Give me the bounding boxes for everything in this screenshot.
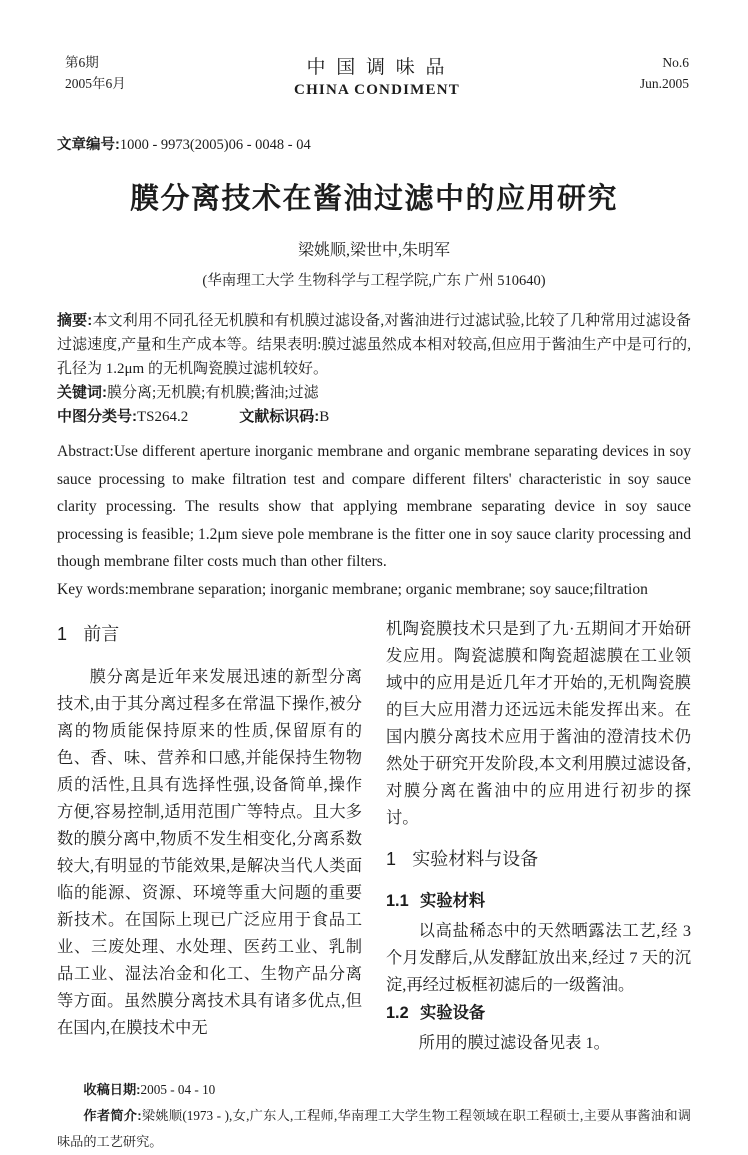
doc-code-value: B bbox=[319, 409, 330, 425]
section-title: 实验材料与设备 bbox=[412, 849, 539, 869]
issue-date-en: Jun.2005 bbox=[639, 76, 689, 91]
keywords-cn-text: 膜分离;无机膜;有机膜;酱油;过滤 bbox=[107, 385, 319, 401]
keywords-cn bbox=[57, 381, 691, 405]
issue-date-cn: 2005年6月 bbox=[65, 76, 126, 91]
section-heading-intro bbox=[57, 621, 362, 648]
abstract-en-block bbox=[57, 438, 691, 603]
abstract-en: Abstract:Use different aperture inorganic membrane and organic membrane separating devices in soy sauce processing to make filtration test and compare different filters' characteristic in soy sauce clarity processing. The results show that applying membrane separating device in soy sauce processing is feasible; 1.2μm sieve pole membrane is the fitter one in soy sauce clarity processing and though membrane filter costs much than other filters. bbox=[57, 443, 691, 570]
header-issue-block bbox=[57, 52, 294, 94]
abstract-cn-text: 本文利用不同孔径无机膜和有机膜过滤设备,对酱油进行过滤试验,比较了几种常用过滤设备过滤速度,产量和生产成本等。结果表明:膜过滤虽然成本相对较高,但应用于酱油生产中是可行的,孔径为 1.2μm 的无机陶瓷膜过滤机较好。 bbox=[57, 313, 691, 377]
classification-line bbox=[57, 405, 691, 429]
received-date-line bbox=[57, 1077, 691, 1103]
keywords-cn-label: 关键词: bbox=[57, 384, 107, 401]
issue-number-en: No.6 bbox=[662, 55, 689, 70]
right-column bbox=[386, 615, 691, 1056]
subsection-number: 1.1 bbox=[386, 892, 409, 910]
author-bio-label: 作者简介: bbox=[83, 1108, 142, 1123]
issue-number-cn: 第6期 bbox=[65, 55, 99, 70]
article-title: 膜分离技术在酱油过滤中的应用研究 bbox=[129, 183, 618, 215]
author-bio-line bbox=[57, 1103, 691, 1155]
section-title: 前言 bbox=[83, 624, 120, 644]
footnote-block bbox=[57, 1077, 691, 1155]
received-date-label: 收稿日期: bbox=[83, 1082, 141, 1097]
materials-paragraph: 以高盐稀态中的天然晒露法工艺,经 3 个月发酵后,从发酵缸放出来,经过 7 天的沉淀,再经过板框初滤后的一级酱油。 bbox=[386, 921, 691, 994]
intro-paragraph: 膜分离是近年来发展迅速的新型分离技术,由于其分离过程多在常温下操作,被分离的物质能保持原来的性质,保留原有的色、香、味、营养和口感,并能保持生物物质的活性,且具有选择性强,设备简单,操作方便,容易控制,适用范围广等特点。且大多数的膜分离中,物质不发生相变化,分离系数较大,有明显的节能效果,是解决当代人类面临的能源、资源、环境等重大问题的重要新技术。在国际上现已广泛应用于食品工业、三废处理、水处理、医药工业、乳制品工业、湿法冶金和化工、生物产品分离等方面。虽然膜分离技术具有诸多优点,但在国内,在膜技术中无 bbox=[57, 667, 362, 1037]
section-number: 1 bbox=[386, 849, 397, 869]
clc-label: 中图分类号: bbox=[57, 408, 137, 425]
intro-paragraph-continued: 机陶瓷膜技术只是到了九·五期间才开始研发应用。陶瓷滤膜和陶瓷超滤膜在工业领域中的应用是近几年才开始的,无机陶瓷膜的巨大应用潜力还远远未能发挥出来。在国内膜分离技术应用于酱油的澄清技术仍然处于研究开发阶段,本文利用膜过滤设备,对膜分离在酱油中的应用进行初步的探讨。 bbox=[386, 619, 691, 827]
affiliation: (华南理工大学 生物科学与工程学院,广东 广州 510640) bbox=[202, 273, 546, 289]
section-heading-materials bbox=[386, 846, 691, 873]
subsection-heading-materials bbox=[386, 888, 691, 915]
article-id-value: 1000 - 9973(2005)06 - 0048 - 04 bbox=[119, 137, 311, 153]
equipment-paragraph: 所用的膜过滤设备见表 1。 bbox=[418, 1033, 610, 1052]
clc-value: TS264.2 bbox=[137, 409, 189, 425]
author-bio-text: 梁姚顺(1973 - ),女,广东人,工程师,华南理工大学生物工程领域在职工程硕士,主要从事酱油和调味品的工艺研究。 bbox=[57, 1108, 691, 1149]
journal-name-en: CHINA CONDIMENT bbox=[294, 82, 460, 98]
page-header bbox=[57, 52, 691, 99]
subsection-heading-equipment bbox=[386, 1000, 691, 1027]
left-column bbox=[57, 615, 362, 1056]
journal-name-cn: 中 国 调 味 品 bbox=[306, 57, 448, 78]
keywords-en: Key words:membrane separation; inorganic membrane; organic membrane; soy sauce;filtration bbox=[57, 580, 648, 598]
abstract-cn bbox=[57, 309, 691, 381]
header-issue-block-en bbox=[460, 52, 691, 94]
article-id-label: 文章编号: bbox=[57, 137, 120, 153]
received-date-value: 2005 - 04 - 10 bbox=[140, 1082, 216, 1097]
article-id-line bbox=[57, 133, 691, 154]
section-number: 1 bbox=[57, 624, 68, 644]
abstract-cn-block bbox=[57, 309, 691, 429]
subsection-number: 1.2 bbox=[386, 1004, 409, 1022]
subsection-title: 实验材料 bbox=[420, 892, 486, 910]
doc-code-label: 文献标识码: bbox=[239, 408, 320, 425]
abstract-cn-label: 摘要: bbox=[57, 312, 93, 329]
journal-name-block bbox=[294, 52, 460, 99]
subsection-title: 实验设备 bbox=[420, 1004, 486, 1022]
body-columns bbox=[57, 615, 691, 1056]
author-names: 梁姚顺,梁世中,朱明军 bbox=[297, 242, 450, 259]
